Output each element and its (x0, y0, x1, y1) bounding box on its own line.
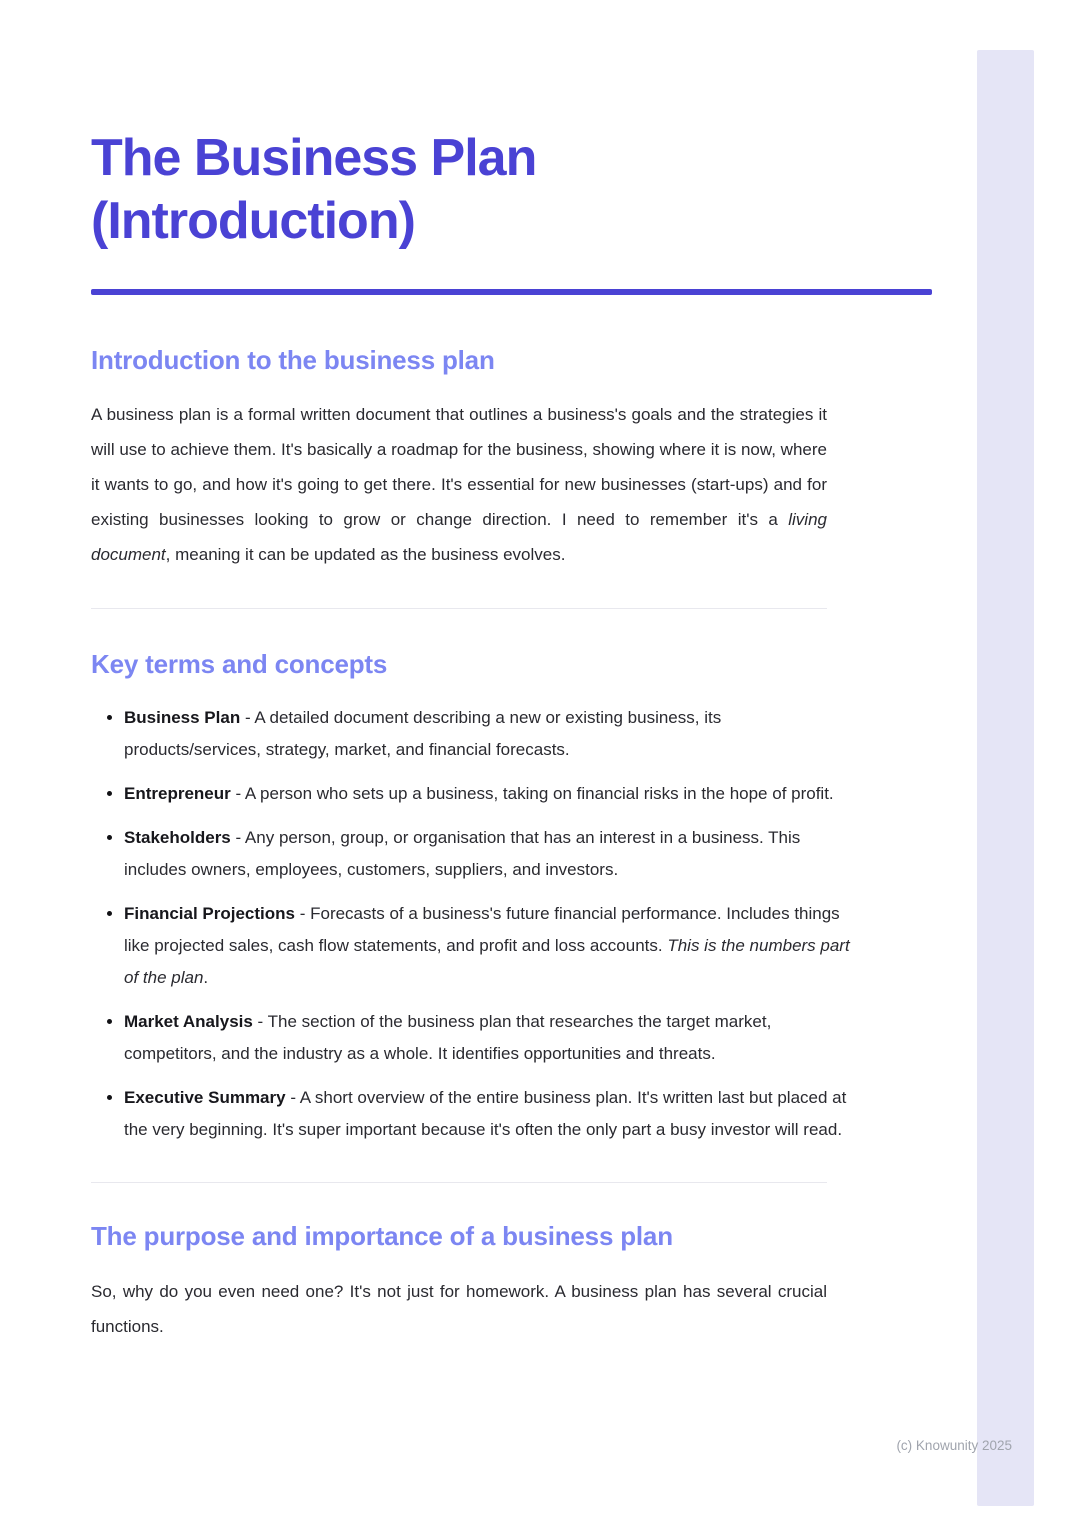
term-label: Stakeholders (124, 828, 231, 848)
section-heading-key-terms: Key terms and concepts (91, 649, 388, 680)
section-heading-purpose: The purpose and importance of a business plan (91, 1221, 673, 1252)
page-title-line-2: (Introduction) (91, 192, 415, 251)
term-label: Executive Summary (124, 1088, 286, 1108)
term-suffix: . (203, 968, 209, 988)
list-item-stakeholders (124, 822, 860, 886)
term-definition: - Any person, group, or organisation that has an interest in a business. This includes owners, employees, customers, suppliers, and investors. (124, 828, 801, 880)
term-definition: - Forecasts of a business's future financial performance. Includes things like projected sales, cash flow statements, and profit and loss accounts. (124, 904, 840, 956)
right-edge-strip (977, 50, 1034, 1506)
copyright-credit: (c) Knowunity 2025 (896, 1438, 1012, 1453)
key-terms-list (91, 702, 860, 1146)
page-title (91, 35, 932, 254)
section-divider (91, 1182, 827, 1183)
term-definition: - The section of the business plan that researches the target market, competitors, and the industry as a whole. It identifies opportunities and threats. (124, 1012, 772, 1064)
term-definition: - A person who sets up a business, taking on financial risks in the hope of profit. (230, 784, 834, 804)
purpose-paragraph: So, why do you even need one? It's not just for homework. A business plan has several crucial functions. (91, 1281, 827, 1336)
intro-text: A business plan is a formal written document that outlines a business's goals and the strategies it will use to achieve them. It's basically a roadmap for the business, showing where it is now, where it wants to go, and how it's going to get there. It's essential for new businesses (start-ups) and for existing businesses looking to grow or change direction. I need to remember it's a (91, 405, 827, 530)
term-label: Market Analysis (124, 1012, 253, 1032)
intro-text-after: , meaning it can be updated as the business evolves. (165, 545, 566, 565)
intro-paragraph (91, 397, 827, 572)
list-item-entrepreneur (124, 778, 860, 810)
list-item-business-plan (124, 702, 860, 766)
intro-italic-phrase: living document (91, 510, 827, 565)
document-content (91, 0, 932, 1361)
list-item-executive-summary (124, 1082, 860, 1146)
title-underline-rule (91, 289, 932, 295)
term-label: Business Plan (124, 708, 241, 728)
section-divider (91, 608, 827, 609)
term-definition: - A short overview of the entire business plan. It's written last but placed at the very beginning. It's super important because it's often the only part a busy investor will read. (124, 1088, 847, 1140)
term-label: Financial Projections (124, 904, 295, 924)
page-title-line-1: The Business Plan (91, 128, 537, 187)
term-label: Entrepreneur (124, 784, 231, 804)
term-italic-note: This is the numbers part of the plan (124, 936, 850, 988)
list-item-market-analysis (124, 1006, 860, 1070)
term-definition: - A detailed document describing a new or existing business, its products/services, strategy, market, and financial forecasts. (124, 708, 722, 760)
list-item-financial-projections (124, 898, 860, 994)
section-heading-introduction: Introduction to the business plan (91, 344, 495, 375)
